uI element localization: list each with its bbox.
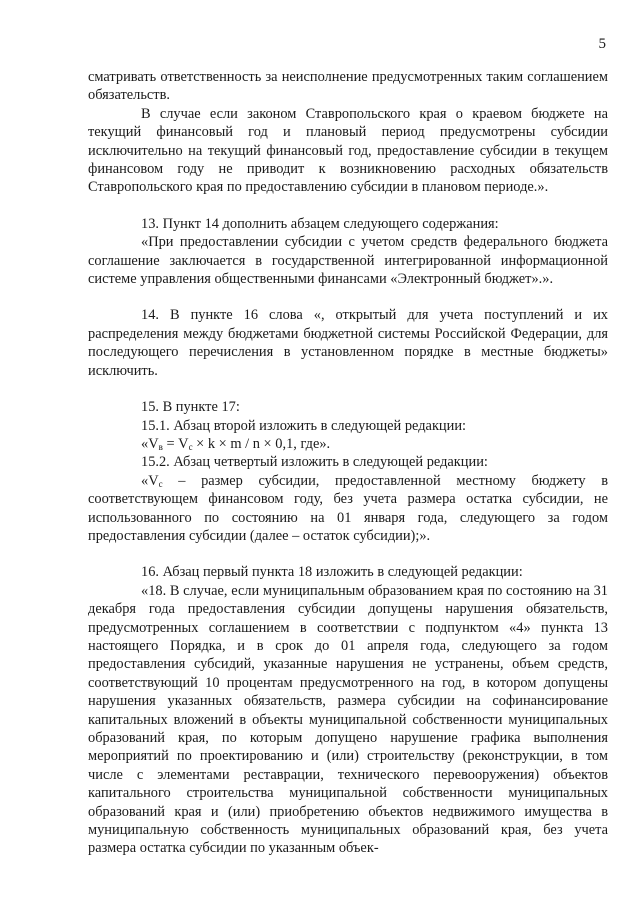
paragraph-item-14: 14. В пункте 16 слова «, открытый для учета поступлений и их распределения между бюджетами бюджетной системы Российской Федерации, для последующего перечисления в установленном порядке в местные бюджеты» исключить. (88, 307, 608, 379)
paragraph-item-15-1: 15.1. Абзац второй изложить в следующей редакции: (141, 417, 467, 434)
vc-open: «V (141, 472, 159, 489)
paragraph-item-13-text: «При предоставлении субсидии с учетом средств федерального бюджета соглашение заключается в государственной интегрированной информационной системе управления общественными финансами «Электронный бюджет».». (88, 234, 608, 288)
paragraph-item-18-text: «18. В случае, если муниципальным образованием края по состоянию на 31 декабря года предоставления субсидии допущены нарушения обязательств, предусмотренных соглашением в соответствии с подпунктом «4» пункта 13 настоящего Порядка, и в срок до 01 апреля года, следующего за годом предоставления субсидий, указанные нарушения не устранены, объем средств, соответствующий 10 процентам предусмотренного на год, в котором допущены нарушения указанных обязательств, размера субсидии на софинансирование капитальных вложений в объекты муниципальной собственности муниципальных образований края, по которым допущено нарушение графика выполнения мероприятий по проектированию и (или) строительству (реконструкции, в том числе с элементами реставрации, технического перевооружения) объектов капитального строительства муниципальной собственности муниципальных образований края и (или) приобретению объектов недвижимого имущества в муниципальную собственность муниципальных образований края, без учета размера остатка субсидии по указанным объек- (88, 582, 608, 857)
paragraph-vc-definition (88, 472, 608, 546)
formula-rest: × k × m / n × 0,1, где». (192, 435, 331, 452)
paragraph-item-15: 15. В пункте 17: (141, 399, 240, 416)
vc-rest: – размер субсидии, предоставленной местному бюджету в соответствующем финансовом году, без учета размера остатка субсидии, не использованного по состоянию на 01 января года, следующего за годом предоставления субсидии (далее – остаток субсидии);». (88, 472, 608, 544)
vc-sub: с (158, 478, 163, 489)
formula-mid: = V (162, 435, 189, 452)
page-number: 5 (598, 36, 606, 52)
paragraph-item-16: 16. Абзац первый пункта 18 изложить в следующей редакции: (141, 564, 523, 581)
document-body (88, 68, 608, 858)
paragraph-subsidy-budget: В случае если законом Ставропольского края о краевом бюджете на текущий финансовый год и плановый период предусмотрены субсидии исключительно на текущий финансовый год, предоставление субсидии в текущем финансовом году не приводит к возникновению расходных обязательств Ставропольского края по предоставлению субсидии в плановом периоде.». (88, 105, 608, 196)
formula-open: «V (141, 435, 159, 452)
formula-sub-c: с (188, 441, 193, 452)
paragraph-item-15-2: 15.2. Абзац четвертый изложить в следующей редакции: (141, 454, 488, 471)
paragraph-item-13: 13. Пункт 14 дополнить абзацем следующего содержания: (141, 215, 499, 232)
paragraph-continuation: сматривать ответственность за неисполнение предусмотренных таким соглашением обязательств. (88, 69, 608, 104)
formula-line (88, 435, 608, 453)
formula-sub-v: в (158, 441, 163, 452)
